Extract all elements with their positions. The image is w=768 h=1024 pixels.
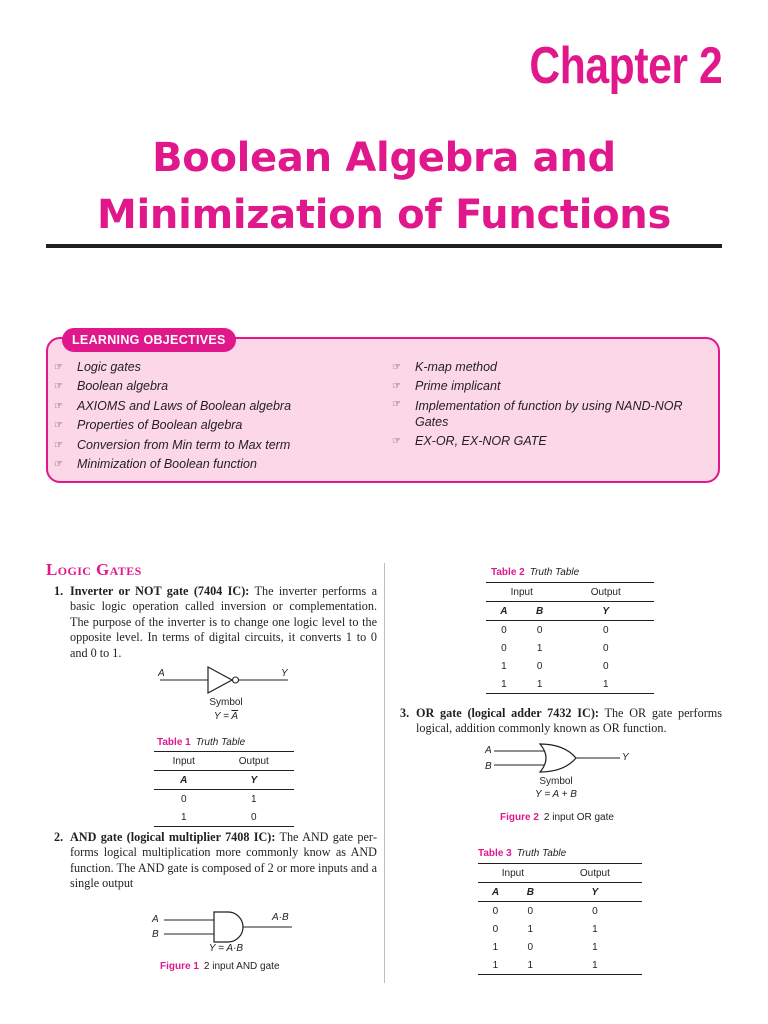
not-gate-symbol [160,664,290,696]
chapter-title [0,130,768,244]
or-gate-symbol-label: Symbol [539,776,573,787]
pointing-hand-icon: ☞ [54,439,63,451]
table-row: 1 1 1 [478,956,642,975]
table-row: Input Output [478,864,642,883]
table-row: 1 1 1 [486,675,654,694]
list-item-or-gate [400,706,722,737]
chapter-title-line-2: Minimization of Functions [97,192,671,238]
and-gate-output-label: A·B [272,912,289,923]
objective-item: ☞ EX-OR, EX-NOR GATE [392,432,702,451]
table-3-caption: Table 3 Truth Table [478,848,567,859]
pointing-hand-icon: ☞ [54,362,63,373]
figure-2-caption: Figure 2 2 input OR gate [500,812,614,823]
item-lead: OR gate (logical adder 7432 IC): [416,706,599,720]
objective-item: ☞ Conversion from Min term to Max term [54,436,354,455]
not-gate-symbol-label: Symbol [209,697,243,708]
and-gate-input-a-label: A [152,914,159,925]
item-number: 3. [400,706,410,720]
section-heading: Logic Gates [46,560,142,579]
objective-item: ☞ Properties of Boolean algebra [54,416,354,435]
and-gate-symbol [164,910,294,944]
not-gate-input-label: A [158,668,165,679]
truth-table-2 [486,582,654,694]
figure-1-caption: Figure 1 2 input AND gate [160,961,280,972]
item-number: 2. [54,830,64,844]
truth-table-1 [154,751,294,827]
table-row: 1 0 0 [501,660,609,672]
or-gate-input-a-label: A [485,745,492,756]
item-text: The OR gate performs logical, addition commonly known as OR function. [416,706,722,736]
item-text: The AND gate performs logical multiplication more commonly know as AND function. The AND gate is composed of 2 or more inputs and a single output [70,830,377,891]
table-row: 0 1 0 [501,642,609,654]
item-lead: AND gate (logical multiplier 7408 IC): [70,830,276,844]
not-gate-output-label: Y [281,668,288,679]
or-gate-input-b-label: B [485,761,492,772]
list-item-and-gate [54,830,377,892]
table-row: A B Y [486,602,654,621]
pointing-hand-icon: ☞ [392,362,401,373]
or-gate-equation: Y = A + B [535,789,577,800]
or-gate-output-label: Y [622,752,629,763]
chapter-title-line-1: Boolean Algebra and [152,135,616,181]
column-divider [384,563,385,983]
table-1-caption: Table 1 Truth Table [157,737,246,748]
pointing-hand-icon: ☞ [392,381,401,393]
table-row: A B Y [478,883,642,902]
pointing-hand-icon: ☞ [54,459,63,471]
or-gate-symbol [494,742,622,774]
objective-item: ☞ Minimization of Boolean function [54,455,354,474]
objectives-list-left [54,358,354,474]
learning-objectives-tag: LEARNING OBJECTIVES [62,328,236,352]
table-row: 0 0 0 [501,624,609,636]
item-lead: Inverter or NOT gate (7404 IC): [70,584,250,598]
table-row: 0 1 [181,793,257,805]
table-row: Input Output [486,583,654,602]
pointing-hand-icon: ☞ [54,400,63,412]
table-2-caption: Table 2 Truth Table [491,567,580,578]
and-gate-input-b-label: B [152,929,159,940]
truth-table-3 [478,863,642,975]
objective-item: ☞ K-map method [392,358,702,377]
pointing-hand-icon: ☞ [392,435,401,447]
objective-item: ☞ Prime implicant [392,377,702,396]
and-gate-equation: Y = A·B [208,943,244,954]
table-row: Input Output [154,752,294,771]
not-gate-equation: $Y = \overline{A}$ [213,711,239,722]
pointing-hand-icon: ☞ [54,420,63,432]
table-row: 1 0 1 [492,941,598,953]
objective-item: ☞ Boolean algebra [54,377,354,396]
table-row: 1 0 [154,808,294,827]
title-rule [46,244,722,248]
item-text: The inverter performs a basic logic operation called inversion or complementation. The purpose of the inverter is to change one logic level to the opposite level. In terms of digital circuits, it converts 1 to 0 and 0 to 1. [70,584,377,660]
item-number: 1. [54,584,64,598]
objective-item: ☞ AXIOMS and Laws of Boolean algebra [54,397,354,416]
chapter-label: Chapter 2 [529,37,722,95]
objectives-list-right [392,358,702,451]
pointing-hand-icon: ☞ [392,398,401,410]
pointing-hand-icon: ☞ [54,381,63,393]
table-row: 0 1 1 [492,923,598,935]
objective-item: ☞ Logic gates [54,358,354,377]
table-row: 0 0 0 [492,905,598,917]
table-row: A Y [154,771,294,790]
list-item-not-gate [54,584,377,661]
objective-item: ☞ Implementation of function by using NAND-NOR Gates [392,398,683,429]
